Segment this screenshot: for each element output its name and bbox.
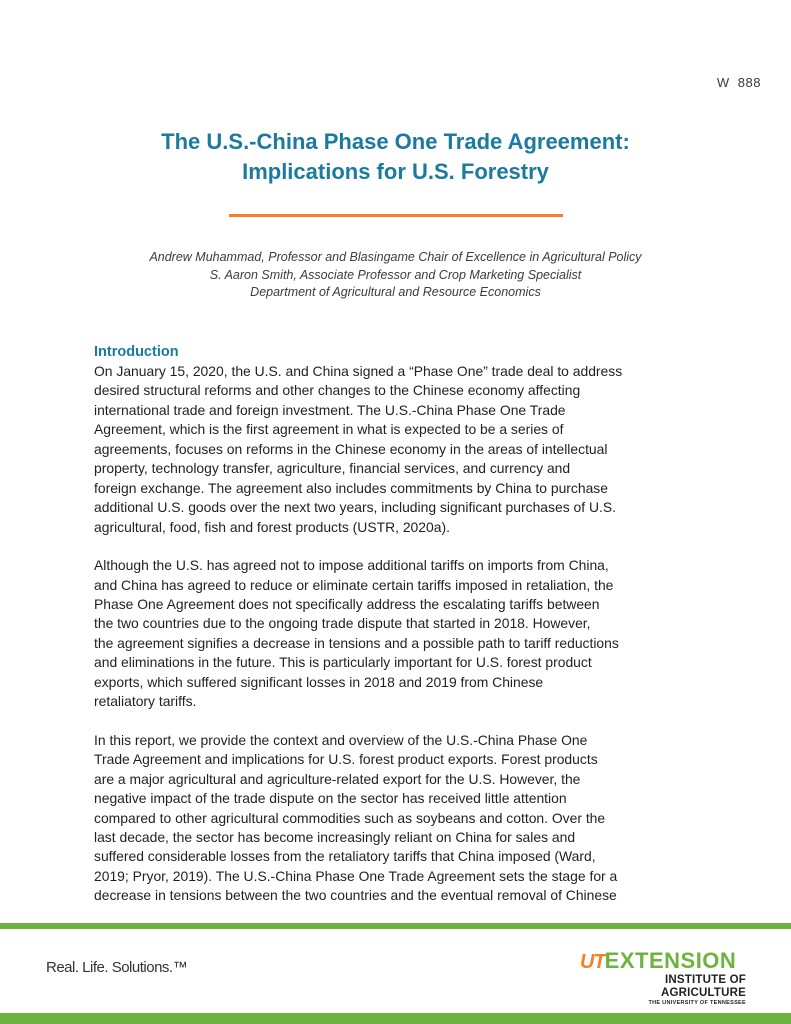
paragraph-container xyxy=(94,362,704,906)
paragraph-line: additional U.S. goods over the next two years, including significant purchases of U.S. xyxy=(94,499,616,516)
paragraph-line: 2019; Pryor, 2019). The U.S.-China Phase One Trade Agreement sets the stage for a xyxy=(94,867,618,884)
body-paragraph xyxy=(94,556,704,712)
paragraph-line: and China has agreed to reduce or eliminate certain tariffs imposed in retaliation, the xyxy=(94,576,614,593)
body-paragraph xyxy=(94,362,704,537)
paragraph-line: suffered considerable losses from the retaliatory tariffs that China imposed (Ward, xyxy=(94,848,596,865)
paragraph-line: negative impact of the trade dispute on the sector has received little attention xyxy=(94,790,567,807)
paragraph-line: retaliatory tariffs. xyxy=(94,693,197,710)
paragraph-line: Phase One Agreement does not specifically address the escalating tariffs between xyxy=(94,595,600,612)
document-title xyxy=(0,127,791,187)
logo-extension-text: EXTENSION xyxy=(604,948,737,973)
logo-institute-text: INSTITUTE OF AGRICULTURE xyxy=(660,974,746,999)
paragraph-line: are a major agricultural and agriculture-related export for the U.S. However, the xyxy=(94,770,581,787)
footer-tagline: Real. Life. Solutions.™ xyxy=(46,959,188,976)
body-paragraph xyxy=(94,731,704,906)
title-divider xyxy=(229,214,563,217)
logo-wordmark xyxy=(580,950,750,972)
paragraph-line: last decade, the sector has become increasingly reliant on China for sales and xyxy=(94,828,576,845)
paragraph-line: foreign exchange. The agreement also includes commitments by China to purchase xyxy=(94,479,608,496)
paragraph-line: compared to other agricultural commodities such as soybeans and cotton. Over the xyxy=(94,809,606,826)
paragraph-line: agricultural, food, fish and forest products (USTR, 2020a). xyxy=(94,518,450,535)
author-block xyxy=(0,249,791,302)
paragraph-line: property, technology transfer, agriculture, financial services, and currency and xyxy=(94,460,571,477)
paragraph-line: and eliminations in the future. This is particularly important for U.S. forest product xyxy=(94,654,592,671)
paragraph-line: In this report, we provide the context and overview of the U.S.-China Phase One xyxy=(94,731,588,748)
title-line-1: The U.S.-China Phase One Trade Agreement: xyxy=(161,129,630,154)
section-heading-introduction: Introduction xyxy=(94,344,179,360)
paragraph-line: the two countries due to the ongoing trade dispute that started in 2018. However, xyxy=(94,615,591,632)
document-body xyxy=(94,342,704,925)
logo-university-text: THE UNIVERSITY OF TENNESSEE xyxy=(648,1000,746,1006)
author-line: Andrew Muhammad, Professor and Blasingame Chair of Excellence in Agricultural Policy xyxy=(149,250,642,264)
publication-number: W 888 xyxy=(716,75,761,90)
logo-ut-mark: UT xyxy=(580,951,605,973)
paragraph-line: decrease in tensions between the two countries and the eventual removal of Chinese xyxy=(94,887,617,904)
ut-extension-logo xyxy=(580,950,750,1007)
author-line: S. Aaron Smith, Associate Professor and Crop Marketing Specialist xyxy=(209,267,582,282)
paragraph-line: Although the U.S. has agreed not to impose additional tariffs on imports from China, xyxy=(94,557,609,574)
paragraph-line: exports, which suffered significant losses in 2018 and 2019 from Chinese xyxy=(94,673,544,690)
paragraph-line: agreements, focuses on reforms in the Chinese economy in the areas of intellectual xyxy=(94,440,608,457)
paragraph-line: On January 15, 2020, the U.S. and China signed a “Phase One” trade deal to address xyxy=(94,363,623,379)
paragraph-line: the agreement signifies a decrease in tensions and a possible path to tariff reductions xyxy=(94,634,619,651)
paragraph-line: Agreement, which is the first agreement in what is expected to be a series of xyxy=(94,421,564,438)
paragraph-line: desired structural reforms and other changes to the Chinese economy affecting xyxy=(94,382,581,399)
paragraph-line: international trade and foreign investment. The U.S.-China Phase One Trade xyxy=(94,401,566,418)
department-line: Department of Agricultural and Resource Economics xyxy=(250,285,541,299)
title-line-2: Implications for U.S. Forestry xyxy=(242,159,549,184)
footer-divider xyxy=(0,923,791,929)
paragraph-line: Trade Agreement and implications for U.S. forest product exports. Forest products xyxy=(94,751,598,768)
footer-bar xyxy=(0,1013,791,1024)
